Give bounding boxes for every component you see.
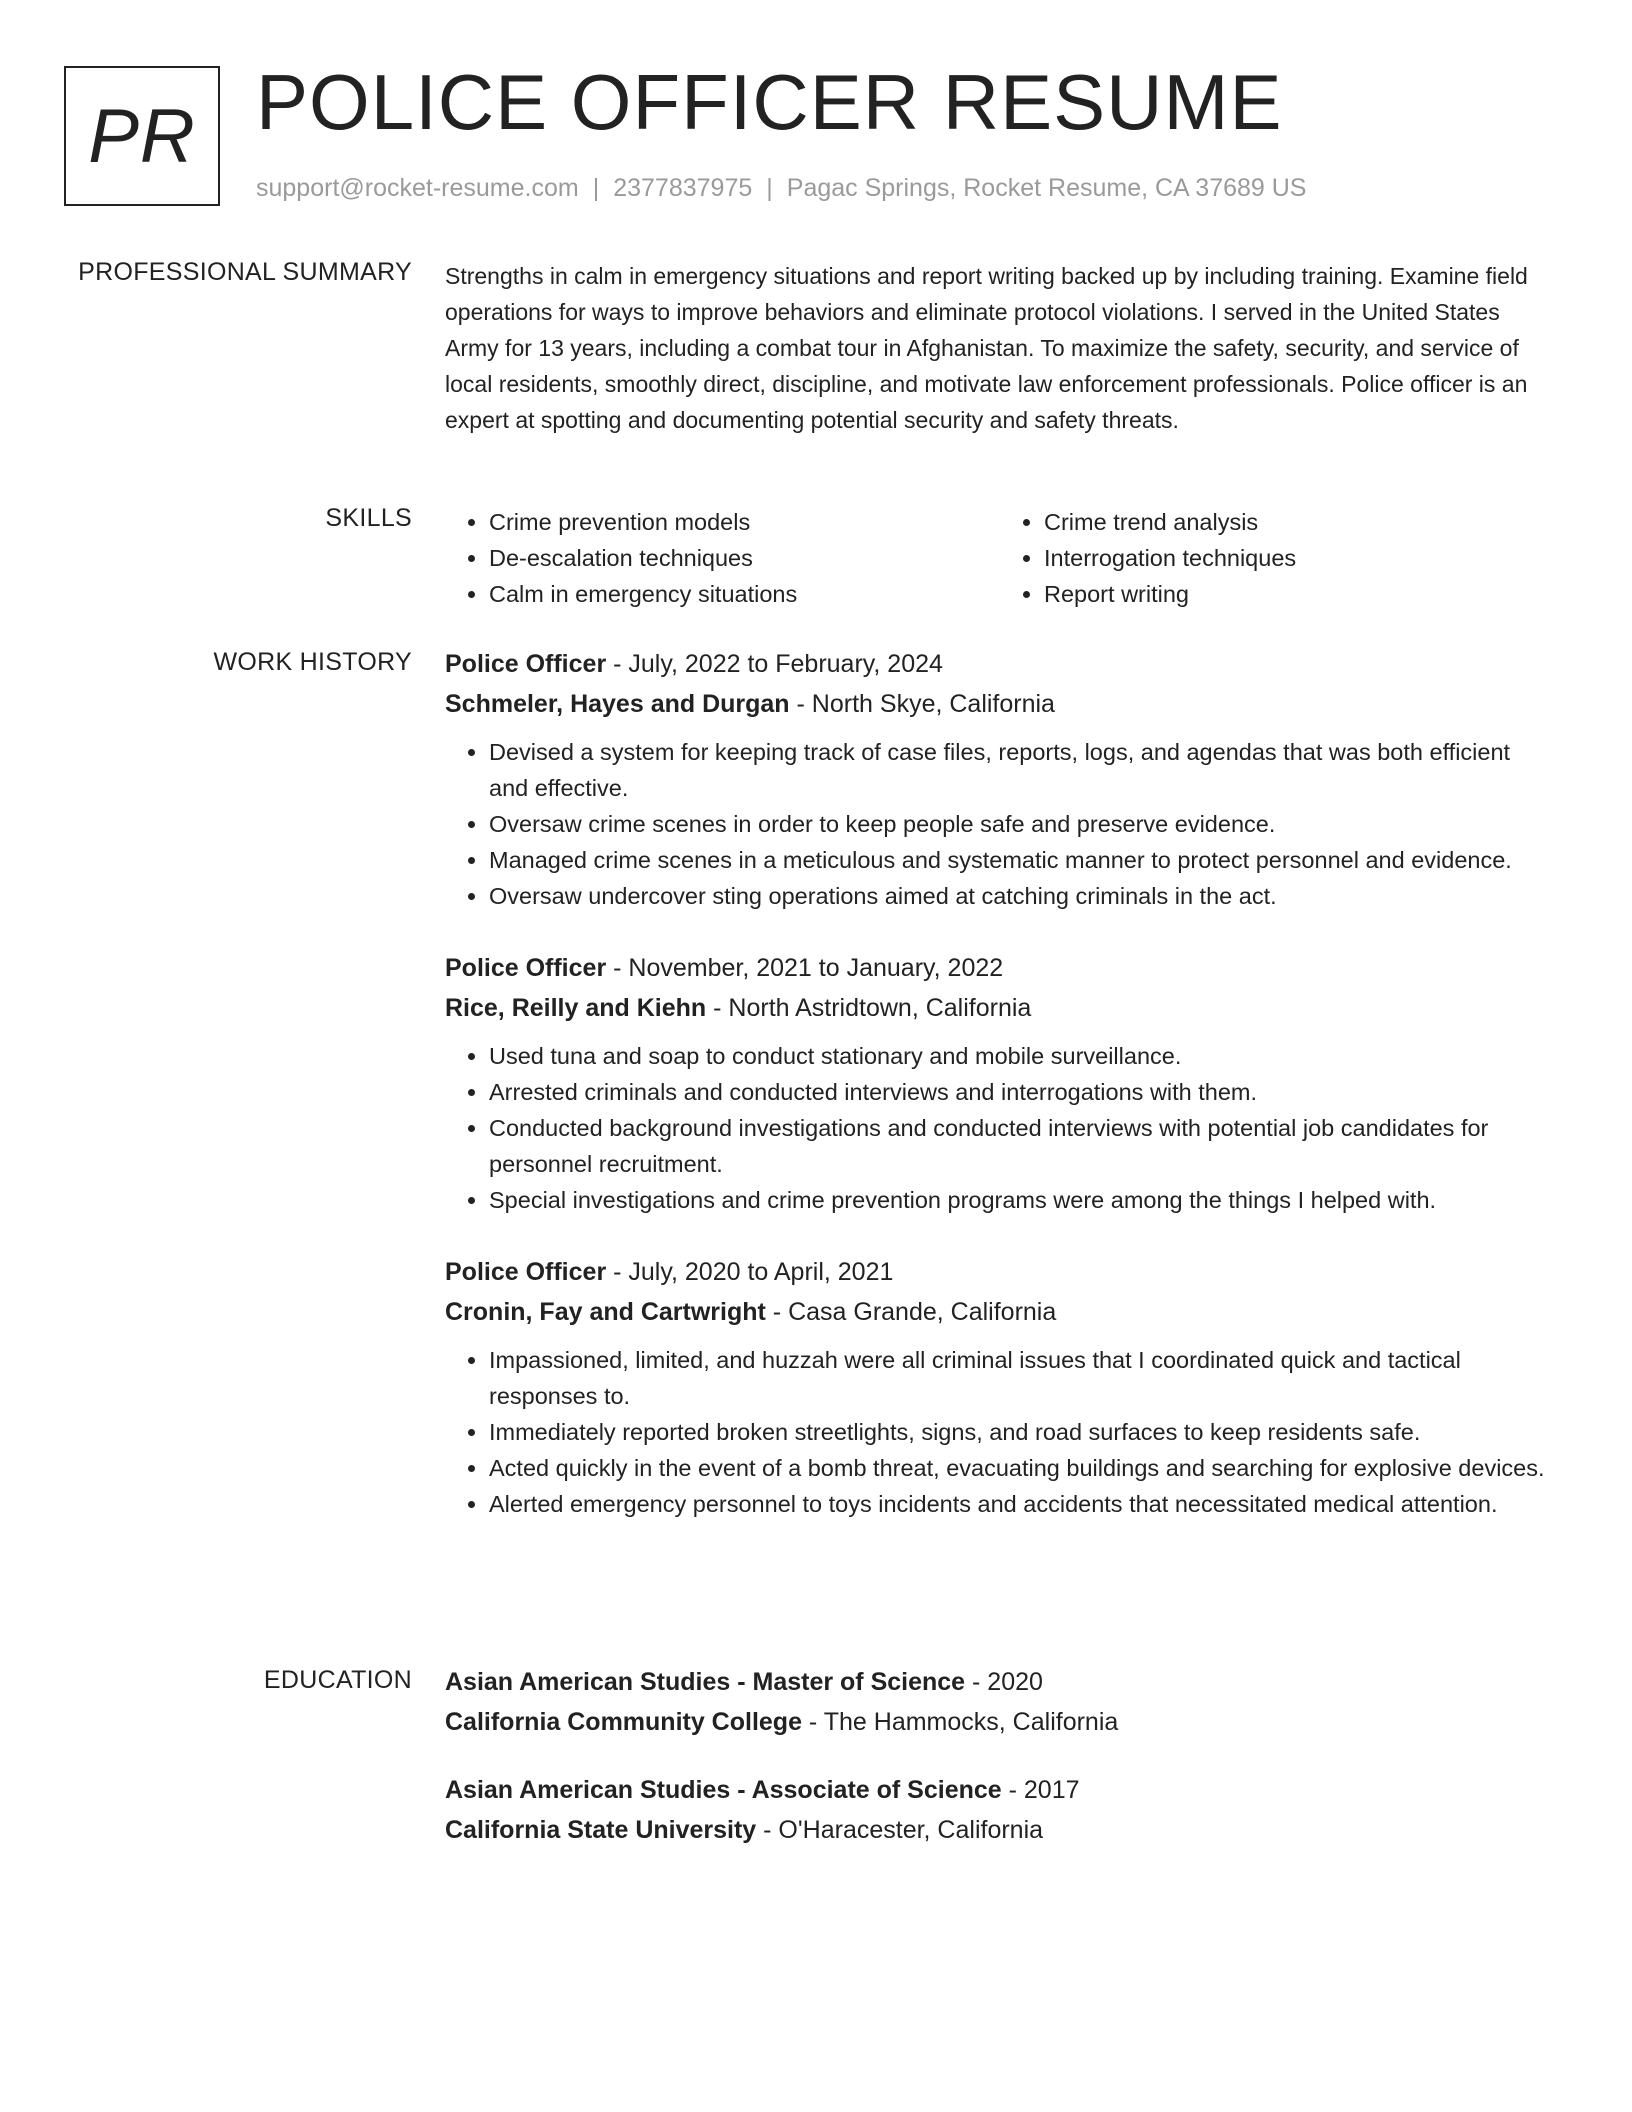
job-title-line xyxy=(445,948,1555,988)
education-entry xyxy=(445,1770,1555,1850)
skills-list-right xyxy=(1000,504,1555,612)
education-location: - The Hammocks, California xyxy=(801,1708,1119,1736)
job-dates: - July, 2020 to April, 2021 xyxy=(606,1258,894,1286)
education-entry xyxy=(445,1662,1555,1742)
job-dates: - July, 2022 to February, 2024 xyxy=(606,650,943,678)
contact-phone[interactable]: 2377837975 xyxy=(613,174,753,202)
education-degree: Asian American Studies - Master of Science xyxy=(445,1668,966,1696)
job-title: Police Officer xyxy=(445,1258,607,1286)
skill-item: • De-escalation techniques xyxy=(489,540,1000,576)
job-bullet: • Oversaw undercover sting operations aimed at catching criminals in the act. xyxy=(489,878,1555,914)
education-school-line xyxy=(445,1702,1555,1742)
education-degree: Asian American Studies - Associate of Science xyxy=(445,1776,1002,1804)
job-employer-line xyxy=(445,1292,1555,1332)
work-history-label: WORK HISTORY xyxy=(213,648,412,676)
education-year: - 2017 xyxy=(1001,1776,1080,1804)
job-entry xyxy=(445,948,1555,1218)
education-degree-line xyxy=(445,1770,1555,1810)
job-title-line xyxy=(445,1252,1555,1292)
job-bullets xyxy=(445,1342,1555,1522)
education-year: - 2020 xyxy=(965,1668,1043,1696)
job-bullets xyxy=(445,1038,1555,1218)
contact-line xyxy=(256,174,1306,203)
skills-list-left xyxy=(445,504,1000,612)
job-location: - North Astridtown, California xyxy=(706,994,1032,1022)
job-bullet: • Acted quickly in the event of a bomb threat, evacuating buildings and searching for explosive devices. xyxy=(489,1450,1555,1486)
job-bullet: • Conducted background investigations and conducted interviews with potential job candidates for personnel recruitment. xyxy=(489,1110,1555,1182)
education-school: California Community College xyxy=(445,1708,802,1736)
resume-title: POLICE OFFICER RESUME xyxy=(256,58,1283,146)
job-entry xyxy=(445,1252,1555,1522)
job-title-line xyxy=(445,644,1555,684)
skills-label: SKILLS xyxy=(325,504,412,532)
contact-separator: | xyxy=(592,174,600,202)
education-location: - O'Haracester, California xyxy=(756,1816,1044,1844)
job-bullet: • Used tuna and soap to conduct stationary and mobile surveillance. xyxy=(489,1038,1555,1074)
summary-label: PROFESSIONAL SUMMARY xyxy=(78,258,412,286)
contact-separator: | xyxy=(766,174,773,202)
skill-item: • Report writing xyxy=(1044,576,1555,612)
job-entry xyxy=(445,644,1555,914)
monogram-logo: PR xyxy=(64,66,220,206)
job-bullet: • Special investigations and crime prevention programs were among the things I helped with. xyxy=(489,1182,1555,1218)
contact-address: Pagac Springs, Rocket Resume, CA 37689 US xyxy=(786,174,1307,202)
job-location: - North Skye, California xyxy=(789,690,1055,718)
job-employer-line xyxy=(445,988,1555,1028)
education-label: EDUCATION xyxy=(263,1666,412,1694)
skill-item: • Crime prevention models xyxy=(489,504,1000,540)
job-dates: - November, 2021 to January, 2022 xyxy=(606,954,1004,982)
job-bullet: • Managed crime scenes in a meticulous and systematic manner to protect personnel and evidence. xyxy=(489,842,1555,878)
skill-item: • Crime trend analysis xyxy=(1044,504,1555,540)
job-title: Police Officer xyxy=(445,650,607,678)
skill-item: • Interrogation techniques xyxy=(1044,540,1555,576)
job-bullet: • Oversaw crime scenes in order to keep people safe and preserve evidence. xyxy=(489,806,1555,842)
job-employer: Rice, Reilly and Kiehn xyxy=(445,994,707,1022)
job-employer: Cronin, Fay and Cartwright xyxy=(445,1298,766,1326)
job-bullet: • Immediately reported broken streetlights, signs, and road surfaces to keep residents safe. xyxy=(489,1414,1555,1450)
job-bullet: • Impassioned, limited, and huzzah were all criminal issues that I coordinated quick and tactical responses to. xyxy=(489,1342,1555,1414)
skill-item: • Calm in emergency situations xyxy=(489,576,1000,612)
job-employer-line xyxy=(445,684,1555,724)
job-bullet: • Arrested criminals and conducted interviews and interrogations with them. xyxy=(489,1074,1555,1110)
job-bullets xyxy=(445,734,1555,914)
education-degree-line xyxy=(445,1662,1555,1702)
contact-email[interactable]: support@rocket-resume.com xyxy=(256,174,579,202)
education-school-line xyxy=(445,1810,1555,1850)
job-bullet: • Devised a system for keeping track of case files, reports, logs, and agendas that was both efficient and effective. xyxy=(489,734,1555,806)
education-school: California State University xyxy=(445,1816,757,1844)
job-bullet: • Alerted emergency personnel to toys incidents and accidents that necessitated medical attention. xyxy=(489,1486,1555,1522)
job-title: Police Officer xyxy=(445,954,607,982)
job-employer: Schmeler, Hayes and Durgan xyxy=(445,690,790,718)
job-location: - Casa Grande, California xyxy=(765,1298,1057,1326)
summary-text: Strengths in calm in emergency situations and report writing backed up by including training. Examine field operations for ways to improve behaviors and eliminate protocol violations. I served in the United States Army for 13 years, including a combat tour in Afghanistan. To maximize the safety, security, and service of local residents, smoothly direct, discipline, and motivate law enforcement professionals. Police officer is an expert at spotting and documenting potential security and safety threats. xyxy=(445,263,1528,433)
